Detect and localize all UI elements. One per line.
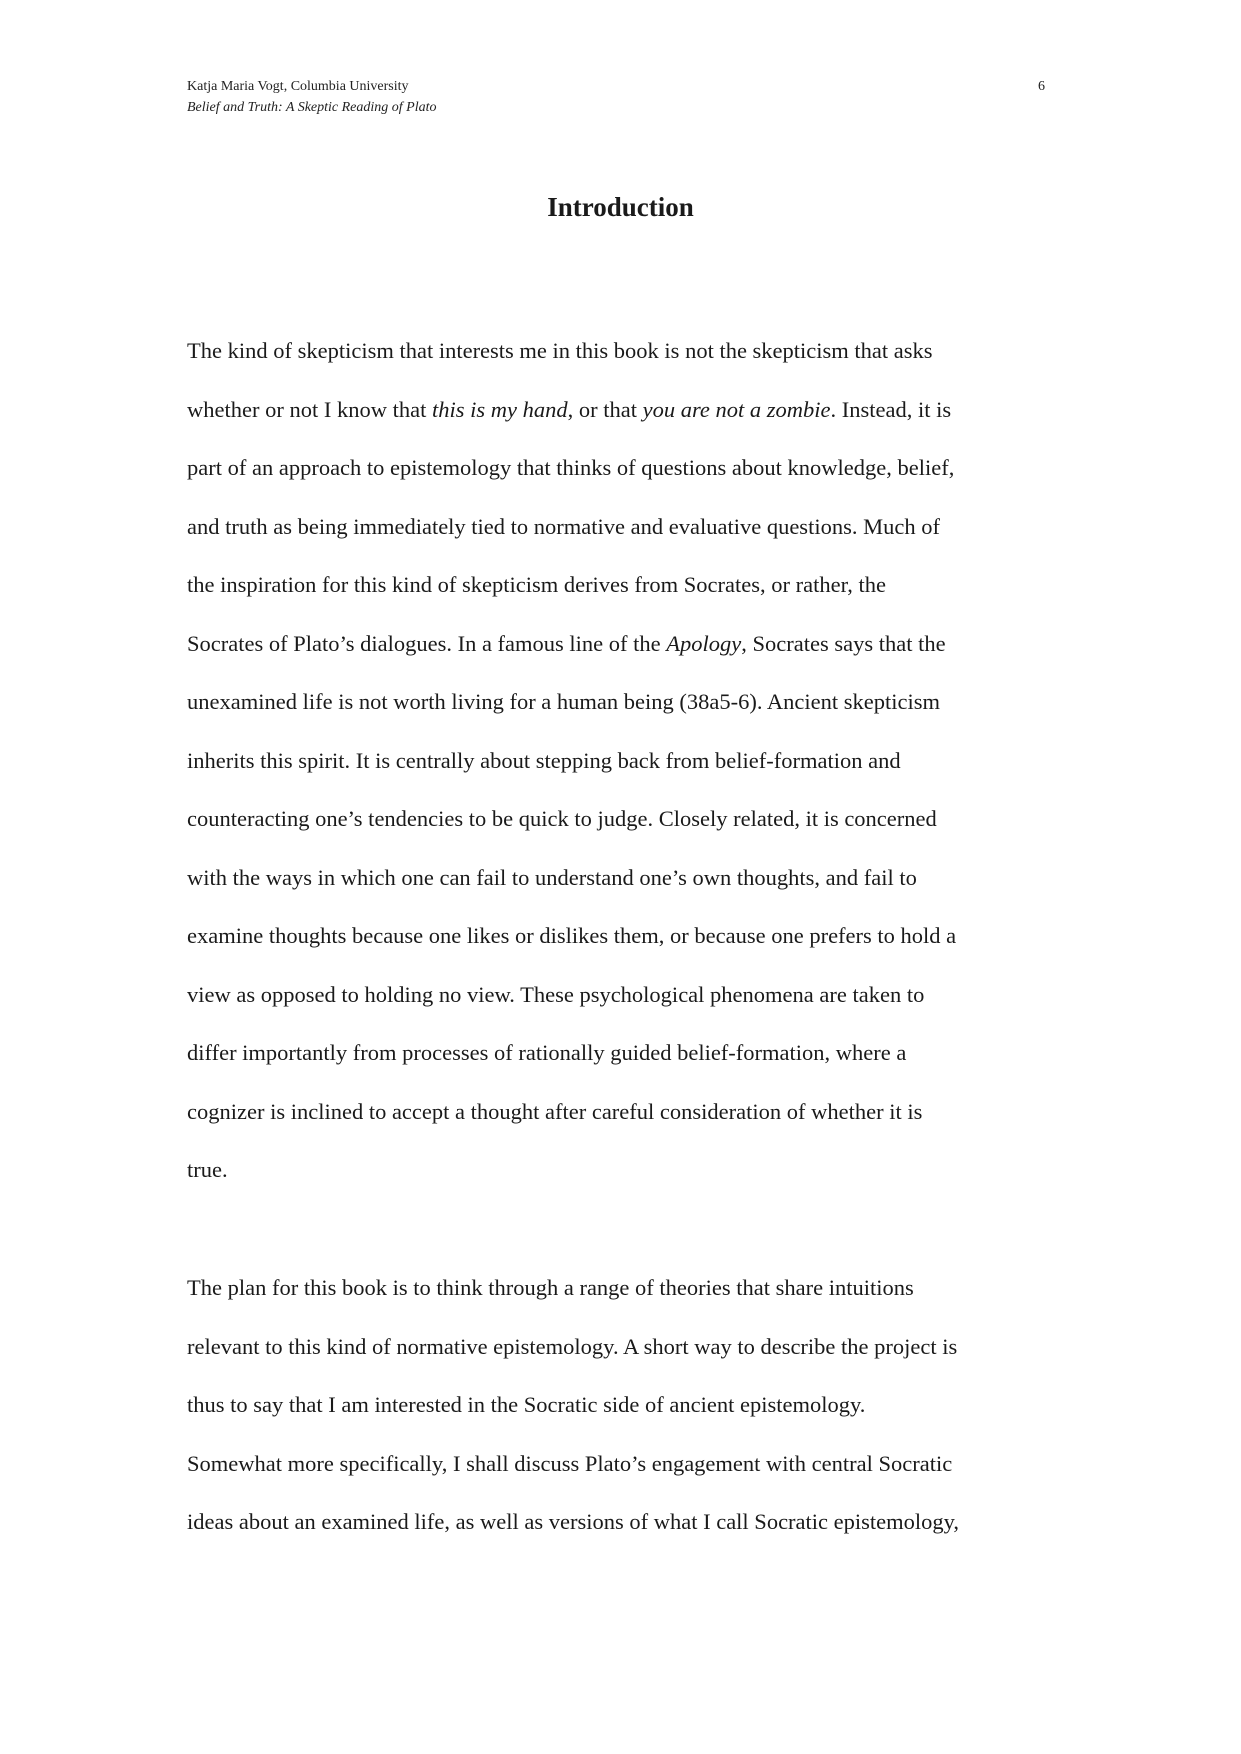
text-line <box>187 966 1067 1025</box>
text-line <box>187 790 1067 849</box>
text-segment: relevant to this kind of normative epistemology. A short way to describe the project is <box>187 1333 958 1359</box>
text-line <box>187 1493 1067 1552</box>
text-segment: whether or not I know that <box>187 396 432 422</box>
text-line <box>187 1435 1067 1494</box>
author-affiliation: Katja Maria Vogt, Columbia University <box>187 79 409 94</box>
text-segment: cognizer is inclined to accept a thought after careful consideration of whether it is <box>187 1098 923 1124</box>
text-segment: examine thoughts because one likes or dislikes them, or because one prefers to hold a <box>187 923 957 948</box>
text-segment: . Instead, it is <box>830 396 952 422</box>
text-line <box>187 907 1067 966</box>
text-line <box>187 381 1067 440</box>
text-line <box>187 673 1067 732</box>
text-segment: Somewhat more specifically, I shall discuss Plato’s engagement with central Socratic <box>187 1450 953 1476</box>
text-segment: Socrates of Plato’s dialogues. In a famous line of the <box>187 630 667 656</box>
running-head <box>187 76 437 118</box>
text-segment: The kind of skepticism that interests me in this book is not the skepticism that asks <box>187 338 933 363</box>
text-line <box>187 1083 1067 1142</box>
page-number: 6 <box>1038 79 1045 94</box>
italic-phrase: this is my hand <box>431 396 568 422</box>
italic-phrase: Apology <box>666 630 742 656</box>
text-segment: , Socrates says that the <box>741 630 946 656</box>
text-segment: , or that <box>567 396 643 422</box>
text-line <box>187 556 1067 615</box>
text-segment: with the ways in which one can fail to understand one’s own thoughts, and fail to <box>187 864 917 890</box>
text-line <box>187 732 1067 791</box>
text-segment: unexamined life is not worth living for a human being (38a5-6). Ancient skepticism <box>187 689 940 714</box>
body-paragraph <box>187 322 1067 1200</box>
text-segment: thus to say that I am interested in the Socratic side of ancient epistemology. <box>187 1392 866 1417</box>
text-line <box>187 439 1067 498</box>
text-line <box>187 498 1067 557</box>
chapter-title: Introduction <box>547 192 694 222</box>
text-segment: The plan for this book is to think through a range of theories that share intuitions <box>187 1275 914 1300</box>
text-segment: and truth as being immediately tied to normative and evaluative questions. Much of <box>187 513 940 539</box>
text-line <box>187 1259 1067 1318</box>
text-segment: counteracting one’s tendencies to be quick to judge. Closely related, it is concerned <box>187 806 937 831</box>
body-paragraph <box>187 1259 1067 1552</box>
text-line <box>187 1024 1067 1083</box>
book-title: Belief and Truth: A Skeptic Reading of Plato <box>187 100 437 115</box>
text-line <box>187 1376 1067 1435</box>
text-line <box>187 322 1067 381</box>
text-segment: part of an approach to epistemology that thinks of questions about knowledge, belief, <box>187 455 955 480</box>
text-line <box>187 1318 1067 1377</box>
text-line <box>187 1141 1067 1200</box>
text-segment: view as opposed to holding no view. These psychological phenomena are taken to <box>187 981 925 1007</box>
text-segment: true. <box>187 1157 228 1182</box>
text-line <box>187 615 1067 674</box>
text-line <box>187 849 1067 908</box>
text-segment: ideas about an examined life, as well as versions of what I call Socratic epistemology, <box>187 1509 960 1534</box>
text-segment: inherits this spirit. It is centrally about stepping back from belief-formation and <box>187 747 901 773</box>
text-segment: differ importantly from processes of rationally guided belief-formation, where a <box>187 1040 907 1065</box>
italic-phrase: you are not a zombie <box>642 396 831 422</box>
text-segment: the inspiration for this kind of skepticism derives from Socrates, or rather, the <box>187 572 886 597</box>
